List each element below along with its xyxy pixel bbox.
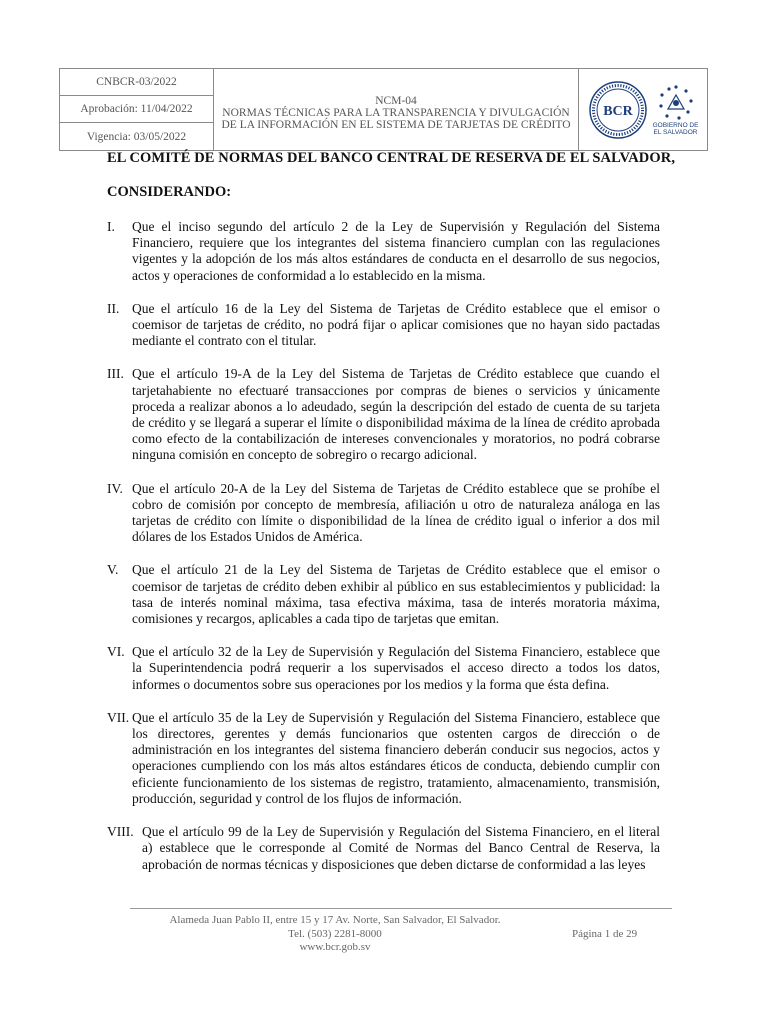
header-logos (579, 69, 707, 150)
norm-code: NCM-04 (375, 94, 417, 107)
item-text: Que el inciso segundo del artículo 2 de la Ley de Supervisión y Regulación del Sistema Financiero, requiere que los integrantes del sistema financiero cumplan con las regulaciones vigentes y la adopción de los más altos estándares de conducta en el desarrollo de sus negocios, actos y operaciones de conformidad a lo establecido en la misma. (132, 219, 660, 283)
government-label-2: EL SALVADOR (653, 128, 698, 136)
item-text: Que el artículo 21 de la Ley del Sistema de Tarjetas de Crédito establece que el emisor o coemisor de tarjetas de crédito deben exhibir al público en sus establecimientos y publicidad: la tasa de interés nominal máxima, tasa efectiva máxima, tasa de interés moratoria máxima, comisiones y recargos, aplicables a cada tipo de tarjetas que emitan. (132, 562, 660, 627)
norm-title-line-1: NORMAS TÉCNICAS PARA LA TRANSPARENCIA Y DIVULGACIÓN (222, 106, 570, 119)
footer-address (160, 914, 510, 955)
item-number: V. (107, 562, 119, 578)
item-text: Que el artículo 99 de la Ley de Supervisión y Regulación del Sistema Financiero, en el literal a) establece que le corresponde al Comité de Normas del Banco Central de Reserva, la aprobación de normas técnicas y disposiciones que deben dictarse de conformidad a las leyes (142, 824, 660, 872)
header-norm-title (214, 69, 579, 150)
government-label-1: GOBIERNO DE (652, 121, 699, 129)
item-number: II. (107, 300, 120, 316)
website-link[interactable]: www.bcr.gob.sv (299, 941, 371, 953)
item-text: Que el artículo 19-A de la Ley del Sistema de Tarjetas de Crédito establece que cuando el tarjetahabiente no efectuaré transacciones por compras de bienes o servicios y únicamente proceda a realizar abonos a lo adeudado, según la descripción del estado de cuenta de su tarjeta de crédito y se llegará a superar el límite o disponibilidad máxima de la línea de crédito aprobada como efecto de la contabilización de intereses convencionales y moratorios, no podrá cobrarse ninguna comisión en concepto de sobregiro o recargo adicional. (132, 366, 660, 463)
considering-heading: CONSIDERANDO: (107, 184, 232, 200)
consideration-item (107, 710, 660, 807)
bcr-logo (588, 80, 648, 140)
committee-title: EL COMITÉ DE NORMAS DEL BANCO CENTRAL DE RESERVA DE EL SALVADOR, (107, 150, 676, 166)
item-text: Que el artículo 35 de la Ley de Supervisión y Regulación del Sistema Financiero, establece que los directores, gerentes y demás funcionarios que ostenten cargos de dirección o de administración en los integrantes del sistema financiero deberán conducir sus negocios, actos y operaciones cumpliendo con los más altos estándares éticos de conducta, debiendo cumplir con eficiente funcionamiento de los sistemas de registro, tratamiento, almacenamiento, transmisión, producción, seguridad y control de los flujos de información. (132, 709, 660, 806)
approval-date: Aprobación: 11/04/2022 (60, 96, 213, 123)
considerations-list (107, 219, 660, 890)
item-number: IV. (107, 480, 123, 496)
item-number: III. (107, 366, 124, 382)
svg-text:BCR: BCR (602, 103, 633, 119)
validity-date: Vigencia: 03/05/2022 (86, 130, 187, 143)
government-seal-icon (657, 84, 695, 122)
header-metadata (60, 69, 214, 150)
consideration-item (107, 301, 660, 350)
item-number: VI. (107, 644, 125, 660)
consideration-item (107, 219, 660, 284)
item-text: Que el artículo 20-A de la Ley del Sistema de Tarjetas de Crédito establece que se prohíbe el cobro de comisión por concepto de membresía, afiliación u otro de naturaleza análoga en las tarjetas de crédito con límite o disponibilidad de la línea de crédito igual o inferior a dos mil dólares de los Estados Unidos de América. (132, 480, 660, 545)
document-code: CNBCR-03/2022 (60, 69, 213, 96)
consideration-item (107, 644, 660, 693)
consideration-item (107, 562, 660, 627)
item-number: VIII. (107, 824, 134, 840)
phone-text: Tel. (503) 2281-8000 (288, 927, 382, 940)
government-logo (653, 84, 699, 136)
consideration-item (107, 481, 660, 546)
item-text: Que el artículo 32 de la Ley de Supervisión y Regulación del Sistema Financiero, establece que la Superintendencia podrá requerir a los supervisados el acceso directo a todos los datos, informes o documentos sobre sus operaciones por los medios y la forma que ésta defina. (132, 644, 660, 692)
item-text: Que el artículo 16 de la Ley del Sistema de Tarjetas de Crédito establece que el emisor o coemisor de tarjetas de crédito, no podrá fijar o aplicar comisiones que no hayan sido pactadas mediante el contrato con el titular. (132, 300, 660, 349)
address-text: Alameda Juan Pablo II, entre 15 y 17 Av. Norte, San Salvador, El Salvador. (169, 914, 501, 926)
consideration-item (107, 824, 660, 873)
footer-divider (130, 908, 672, 909)
item-number: VII. (107, 709, 130, 725)
page-number: Página 1 de 29 (572, 928, 638, 940)
item-number: I. (107, 219, 115, 234)
consideration-item (107, 366, 660, 463)
document-header (59, 68, 708, 151)
norm-title-line-2: DE LA INFORMACIÓN EN EL SISTEMA DE TARJETAS DE CRÉDITO (221, 118, 571, 131)
